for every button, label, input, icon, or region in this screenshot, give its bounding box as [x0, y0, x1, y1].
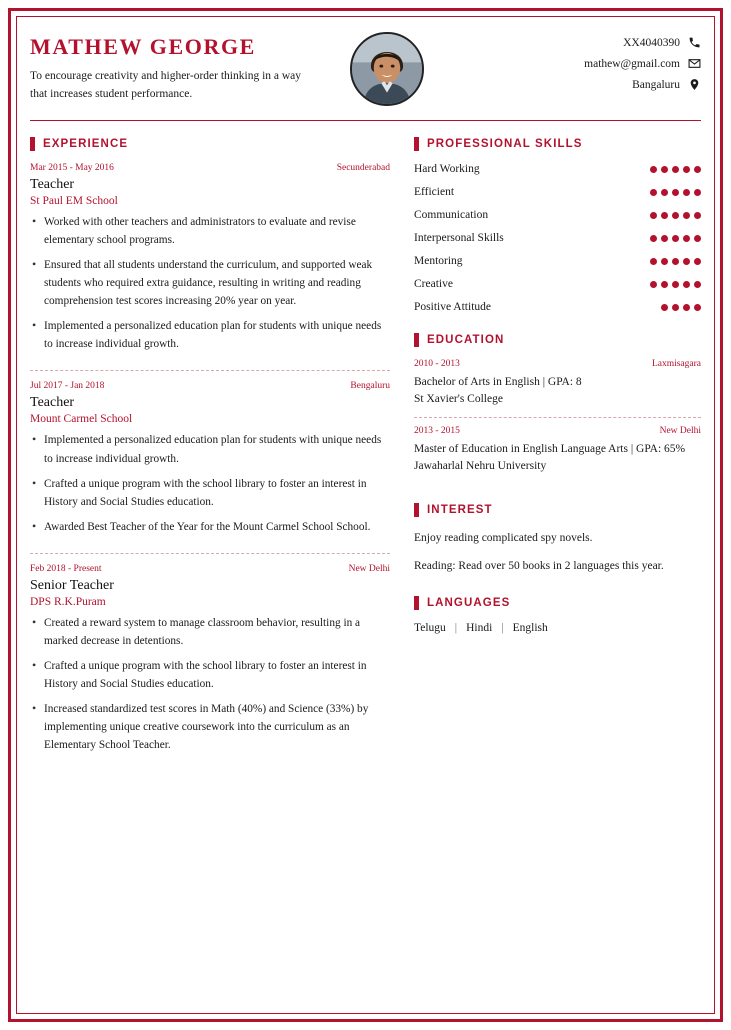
experience-dates: Mar 2015 - May 2016 — [30, 163, 114, 173]
rating-dot — [672, 212, 679, 219]
rating-dot — [683, 189, 690, 196]
education-degree: Master of Education in English Language Arts | GPA: 65% — [414, 442, 686, 455]
education-dates: 2010 - 2013 — [414, 359, 460, 369]
rating-dot — [683, 212, 690, 219]
education-meta — [414, 426, 701, 436]
experience-role: Teacher — [30, 395, 75, 411]
rating-dot — [661, 212, 668, 219]
skill-rating — [650, 166, 701, 173]
person-photo-icon — [352, 34, 422, 104]
list-item: • Implemented a personalized education plan for students with unique needs to increase individual growth. — [30, 431, 390, 467]
language-item: Telugu — [414, 621, 446, 634]
skill-row — [414, 301, 701, 313]
language-separator: | — [501, 621, 504, 634]
rating-dot — [672, 166, 679, 173]
education-institution: St Xavier's College — [414, 393, 503, 406]
skill-name: Creative — [414, 278, 453, 290]
section-header-education — [414, 333, 701, 347]
education-item — [414, 359, 701, 417]
interest-text: Reading: Read over 50 books in 2 languages this year. — [414, 560, 664, 573]
location-pin-icon — [688, 78, 701, 91]
skill-row — [414, 209, 701, 221]
skill-row — [414, 278, 701, 290]
section-header-interest — [414, 503, 701, 517]
rating-dot — [683, 281, 690, 288]
education-location: Laxmisagara — [651, 359, 701, 369]
skill-rating — [650, 235, 701, 242]
rating-dot — [683, 235, 690, 242]
experience-org: Mount Carmel School — [30, 413, 133, 426]
experience-item — [30, 370, 390, 548]
skill-rating — [661, 304, 701, 311]
section-marker-icon — [414, 137, 419, 151]
rating-dot — [650, 235, 657, 242]
contact-email-text: mathew@gmail.com — [584, 57, 680, 70]
list-item: • Crafted a unique program with the school library to foster an interest in History and Social Studies education. — [30, 475, 390, 511]
rating-dot — [694, 304, 701, 311]
education-meta — [414, 359, 701, 369]
resume-header — [30, 30, 701, 121]
skill-name: Efficient — [414, 186, 455, 198]
section-marker-icon — [414, 333, 419, 347]
experience-meta — [30, 381, 390, 391]
rating-dot — [661, 166, 668, 173]
section-header-experience — [30, 137, 390, 151]
list-item: • Implemented a personalized education plan for students with unique needs to increase individual growth. — [30, 317, 390, 353]
experience-dates: Jul 2017 - Jan 2018 — [30, 381, 105, 392]
rating-dot — [650, 212, 657, 219]
skill-row — [414, 186, 701, 198]
envelope-icon — [688, 57, 701, 70]
interest-text: Enjoy reading complicated spy novels. — [414, 532, 593, 544]
section-title-education: EDUCATION — [427, 334, 505, 346]
rating-dot — [661, 258, 668, 265]
resume-body — [30, 137, 701, 767]
education-location: New Delhi — [659, 425, 701, 436]
interest-section — [414, 503, 701, 576]
skill-name: Interpersonal Skills — [414, 232, 504, 244]
phone-icon — [688, 36, 701, 49]
rating-dot — [672, 189, 679, 196]
rating-dot — [650, 258, 657, 265]
objective-text: To encourage creativity and higher-order thinking in a way that increases student performance. — [30, 70, 302, 100]
rating-dot — [661, 281, 668, 288]
language-item: Hindi — [466, 621, 493, 634]
list-item: • Ensured that all students understand the curriculum, and supported weak students who required extra guidance, resulting in writing and reading comprehension test scores increasing 20% year on year. — [30, 256, 390, 310]
left-column — [30, 137, 408, 767]
skill-rating — [650, 189, 701, 196]
rating-dot — [694, 189, 701, 196]
contact-email[interactable] — [424, 57, 701, 70]
experience-meta — [30, 564, 390, 574]
experience-org: St Paul EM School — [30, 195, 118, 207]
section-header-languages — [414, 596, 701, 610]
education-dates: 2013 - 2015 — [414, 425, 460, 436]
rating-dot — [672, 258, 679, 265]
section-marker-icon — [414, 503, 419, 517]
rating-dot — [672, 281, 679, 288]
skill-name: Mentoring — [414, 255, 463, 267]
experience-bullets — [30, 431, 390, 535]
languages-list — [414, 622, 701, 634]
list-item: • Crafted a unique program with the school library to foster an interest in History and Social Studies education. — [30, 657, 390, 693]
rating-dot — [650, 189, 657, 196]
education-section — [414, 333, 701, 483]
skill-rating — [650, 212, 701, 219]
rating-dot — [672, 304, 679, 311]
rating-dot — [650, 281, 657, 288]
experience-meta — [30, 163, 390, 173]
rating-dot — [683, 166, 690, 173]
rating-dot — [694, 235, 701, 242]
education-item — [414, 417, 701, 484]
contact-location-text: Bangaluru — [632, 78, 680, 91]
contact-block — [424, 30, 701, 99]
rating-dot — [661, 304, 668, 311]
avatar-circle — [350, 32, 424, 106]
contact-phone[interactable] — [424, 36, 701, 49]
experience-item — [30, 163, 390, 366]
skill-row — [414, 163, 701, 175]
resume-content — [30, 30, 701, 1000]
section-title-skills: PROFESSIONAL SKILLS — [427, 138, 583, 150]
experience-location: New Delhi — [348, 563, 390, 574]
rating-dot — [672, 235, 679, 242]
skill-name: Communication — [414, 209, 489, 221]
header-left — [30, 30, 350, 104]
language-separator: | — [454, 621, 458, 634]
skill-rating — [650, 281, 701, 288]
right-column — [408, 137, 701, 767]
education-institution: Jawaharlal Nehru University — [414, 459, 547, 472]
rating-dot — [694, 212, 701, 219]
section-marker-icon — [30, 137, 35, 151]
experience-bullets — [30, 614, 390, 754]
list-item: • Awarded Best Teacher of the Year for the Mount Carmel School School. — [30, 518, 390, 536]
skills-section — [414, 137, 701, 313]
experience-bullets — [30, 213, 390, 353]
rating-dot — [694, 258, 701, 265]
experience-item — [30, 553, 390, 767]
experience-role: Teacher — [30, 177, 75, 192]
contact-location[interactable] — [424, 78, 701, 91]
contact-phone-text: XX4040390 — [623, 36, 680, 49]
rating-dot — [661, 189, 668, 196]
section-header-skills — [414, 137, 701, 151]
skill-name: Hard Working — [414, 163, 480, 175]
rating-dot — [650, 166, 657, 173]
skill-row — [414, 255, 701, 267]
education-degree: Bachelor of Arts in English | GPA: 8 — [414, 376, 582, 388]
section-marker-icon — [414, 596, 419, 610]
rating-dot — [683, 258, 690, 265]
page-title: MATHEW GEORGE — [30, 34, 256, 59]
rating-dot — [694, 166, 701, 173]
experience-location: Bengaluru — [350, 381, 390, 392]
section-title-experience: EXPERIENCE — [43, 138, 129, 150]
rating-dot — [661, 235, 668, 242]
list-item: • Increased standardized test scores in Math (40%) and Science (33%) by implementing unique creative coursework into the curriculum as an Elementary School Teacher. — [30, 700, 390, 754]
rating-dot — [694, 281, 701, 288]
experience-dates: Feb 2018 - Present — [30, 563, 102, 574]
experience-role: Senior Teacher — [30, 577, 114, 593]
skill-name: Positive Attitude — [414, 301, 491, 313]
languages-section — [414, 596, 701, 634]
avatar — [350, 32, 424, 106]
experience-org: DPS R.K.Puram — [30, 595, 106, 608]
rating-dot — [683, 304, 690, 311]
skill-rating — [650, 258, 701, 265]
section-title-interest: INTEREST — [427, 504, 493, 516]
list-item: • Worked with other teachers and administrators to evaluate and revise elementary school programs. — [30, 213, 390, 249]
skill-row — [414, 232, 701, 244]
language-item: English — [512, 621, 548, 634]
list-item: • Created a reward system to manage classroom behavior, resulting in a marked decrease in detentions. — [30, 614, 390, 650]
experience-location: Secunderabad — [336, 163, 390, 173]
section-title-languages: LANGUAGES — [427, 596, 511, 609]
